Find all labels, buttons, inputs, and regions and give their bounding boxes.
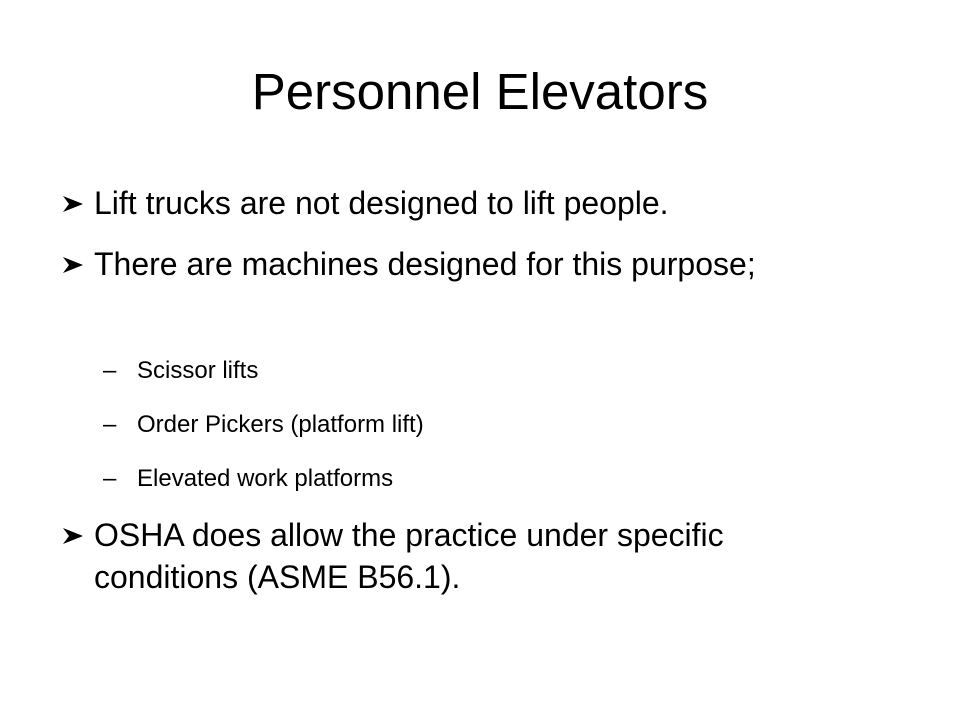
dash-marker: –	[103, 411, 117, 438]
sub-bullet-text: Order Pickers (platform lift)	[137, 411, 424, 438]
sub-bullet-text: Elevated work platforms	[137, 465, 394, 492]
dash-marker: –	[103, 465, 117, 492]
bullet-item	[62, 514, 922, 598]
dash-marker: –	[103, 357, 117, 384]
arrowhead-bullet-icon	[62, 527, 84, 545]
bullet-item	[62, 243, 922, 285]
sub-bullet-item	[103, 356, 883, 386]
sub-bullet-item	[103, 464, 883, 494]
bullet-text: There are machines designed for this purpose;	[94, 246, 756, 282]
arrowhead-bullet-icon	[62, 256, 84, 274]
bullet-item	[62, 182, 922, 224]
bullet-text: Lift trucks are not designed to lift people.	[94, 185, 669, 221]
arrowhead-bullet-icon	[62, 195, 84, 213]
sub-bullet-text: Scissor lifts	[137, 357, 259, 384]
sub-bullet-item	[103, 410, 883, 440]
slide-title: Personnel Elevators	[251, 63, 709, 120]
bullet-text: OSHA does allow the practice under specific conditions (ASME B56.1).	[94, 517, 724, 595]
